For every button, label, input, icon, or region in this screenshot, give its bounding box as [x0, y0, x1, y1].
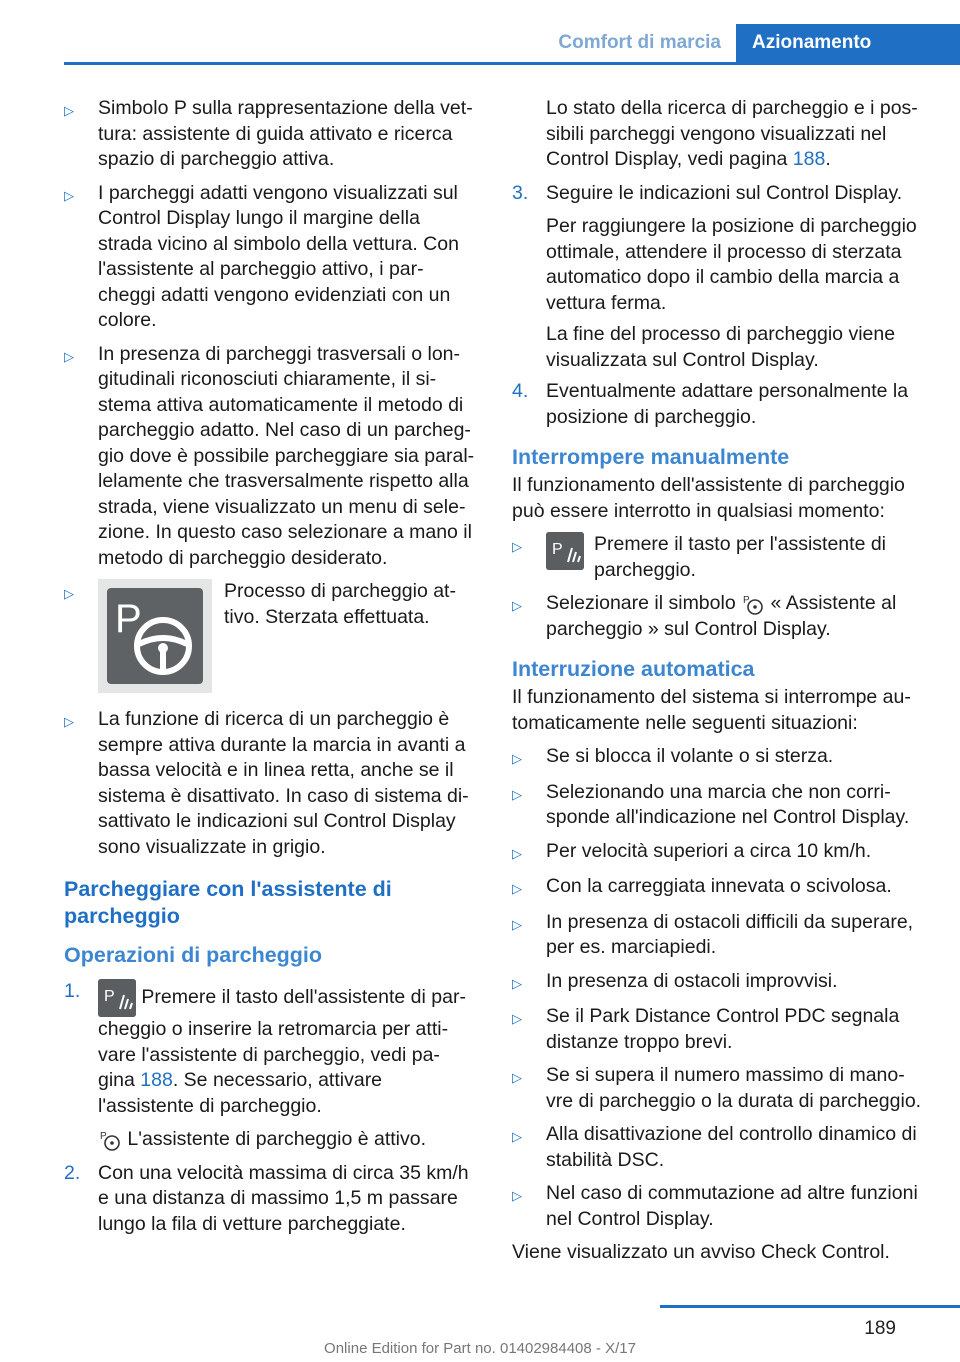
list-item — [512, 1181, 926, 1232]
header-section-label: Comfort di marcia — [558, 32, 721, 53]
step-note: L'assistente di parcheggio è attivo. — [127, 1128, 426, 1150]
svg-text:P: P — [552, 541, 563, 558]
bullet-text: Nel caso di commutazione ad altre funzioni nel Control Display. — [546, 1182, 918, 1230]
step-item — [64, 1161, 476, 1238]
step-text: Premere il tasto dell'assistente di par-cheggio o inserire la retromarcia per atti-vare l'assistente di parcheggio, vedi pa-gina — [98, 986, 466, 1091]
triangle-right-icon: ▷ — [512, 975, 522, 991]
list-item-with-image — [64, 579, 476, 693]
triangle-right-icon: ▷ — [512, 916, 522, 932]
subsection-heading: Interruzione automatica — [512, 657, 755, 681]
list-item — [64, 96, 476, 173]
triangle-right-icon: ▷ — [512, 598, 522, 613]
bullet-text: Se si supera il numero massimo di mano-vre di parcheggio o la durata di parcheggio. — [546, 1064, 922, 1112]
list-item — [512, 969, 926, 997]
list-item — [512, 839, 926, 867]
left-column — [64, 96, 476, 1245]
list-item — [64, 181, 476, 334]
continuation-tail: . — [825, 148, 831, 170]
step-item — [64, 979, 476, 1153]
step-number: 3. — [512, 181, 529, 204]
triangle-right-icon: ▷ — [512, 786, 522, 802]
bullet-text: I parcheggi adatti vengono visualizzati sul Control Display lungo il margine della strada vicino al simbolo della vettura. Con l'assistente al parcheggio attivo, i par-cheggi adatti vengono evidenziati con un colore. — [98, 181, 459, 331]
bullet-text: Per velocità superiori a circa 10 km/h. — [546, 839, 872, 862]
triangle-right-icon: ▷ — [512, 539, 522, 554]
paragraph: Il funzionamento dell'assistente di parcheggio può essere interrotto in qualsiasi momento: — [512, 474, 905, 522]
page-number: 189 — [864, 1318, 896, 1339]
svg-text:P: P — [100, 1130, 107, 1142]
right-column — [512, 96, 926, 1274]
step-number: 2. — [64, 1161, 81, 1184]
bullet-text: Se si blocca il volante o si sterza. — [546, 745, 834, 767]
step-item — [512, 379, 926, 430]
triangle-right-icon: ▷ — [512, 1011, 522, 1026]
list-item — [512, 744, 926, 772]
image-caption: Processo di parcheggio at-tivo. Sterzata effettuata. — [224, 580, 456, 628]
svg-text:P: P — [115, 597, 142, 641]
triangle-right-icon: ▷ — [64, 586, 74, 601]
header-chapter-tab — [736, 24, 960, 62]
footer-rule — [660, 1305, 960, 1308]
bullet-text: « Assistente al parcheggio » sul Control Display. — [546, 592, 897, 640]
list-item — [512, 1063, 926, 1114]
bullet-text: Con la carreggiata innevata o scivolosa. — [546, 875, 892, 897]
list-item — [512, 910, 926, 961]
bullet-text: Simbolo P sulla rappresentazione della vet-tura: assistente di guida attivato e ricerca spazio di parcheggio attiva. — [98, 97, 473, 170]
page-link[interactable]: 188 — [140, 1069, 173, 1091]
triangle-right-icon: ▷ — [64, 103, 74, 118]
closing-paragraph: Viene visualizzato un avviso Check Control. — [512, 1241, 890, 1263]
svg-text:P: P — [743, 594, 750, 606]
triangle-right-icon: ▷ — [512, 1188, 522, 1203]
svg-text:P: P — [104, 988, 115, 1005]
paragraph: Il funzionamento del sistema si interrompe au-tomaticamente nelle seguenti situazioni: — [512, 686, 911, 734]
triangle-right-icon: ▷ — [512, 845, 522, 861]
list-item — [512, 1004, 926, 1055]
step-text: Seguire le indicazioni sul Control Display. — [546, 181, 903, 204]
subsection-heading: Interrompere manualmente — [512, 445, 790, 469]
bullet-text: Se il Park Distance Control PDC segnala distanze troppo brevi. — [546, 1005, 900, 1053]
list-item — [512, 874, 926, 902]
bullet-text: Alla disattivazione del controllo dinamico di stabilità DSC. — [546, 1123, 917, 1171]
step-detail: La fine del processo di parcheggio viene visualizzata sul Control Display. — [546, 323, 896, 371]
subsection-heading: Operazioni di parcheggio — [64, 943, 323, 967]
park-assist-button-icon — [98, 979, 136, 1017]
step-number: 4. — [512, 380, 529, 402]
bullet-text: In presenza di ostacoli difficili da superare, per es. marciapiedi. — [546, 910, 914, 958]
step-detail: Per raggiungere la posizione di parcheggio ottimale, attendere il processo di sterzata automatico dopo il cambio della marcia a vettura ferma. — [546, 215, 917, 314]
page-link[interactable]: 188 — [792, 148, 826, 170]
triangle-right-icon: ▷ — [512, 751, 522, 766]
list-item — [512, 532, 926, 583]
header-chapter-label: Azionamento — [752, 32, 872, 53]
step-text: Eventualmente adattare personalmente la posizione di parcheggio. — [546, 380, 909, 428]
bullet-text: Premere il tasto per l'assistente di parcheggio. — [594, 533, 887, 581]
step-continuation — [546, 96, 926, 173]
bullet-text: La funzione di ricerca di un parcheggio è sempre attiva durante la marcia in avanti a bassa velocità e in linea retta, anche se il sistema è disattivato. In caso di sistema di-sattivato le indicazioni sul Control Display sono visualizzate in grigio. — [98, 708, 469, 858]
header-rule — [64, 62, 960, 65]
step-item — [512, 181, 926, 207]
park-steering-icon — [98, 579, 212, 693]
bullet-text: In presenza di ostacoli improvvisi. — [546, 969, 838, 992]
park-steering-graphic — [107, 588, 203, 684]
triangle-right-icon: ▷ — [512, 1129, 522, 1144]
list-item — [64, 707, 476, 860]
park-steering-icon — [741, 592, 765, 616]
list-item — [64, 342, 476, 572]
list-item — [512, 1122, 926, 1173]
edition-footer: Online Edition for Part no. 01402984408 - X/17 — [324, 1340, 636, 1357]
triangle-right-icon: ▷ — [64, 714, 74, 729]
triangle-right-icon: ▷ — [512, 1070, 522, 1085]
park-assist-button-icon — [546, 532, 584, 570]
park-steering-icon — [98, 1128, 122, 1152]
bullet-text: In presenza di parcheggi trasversali o lon-gitudinali riconosciuti chiaramente, il si-stema attiva automaticamente il metodo di parcheggio adatto. Nel caso di un parcheg-gio dove è possibile parcheggiare sia paral-lelamente che trasversalmente rispetto alla strada, viene visualizzato un menu di sele-zione. In questo caso selezionare a mano il metodo di parcheggio desiderato. — [98, 342, 475, 569]
step-text: Con una velocità massima di circa 35 km/h e una distanza di massimo 1,5 m passare lungo la fila di vetture parcheggiate. — [98, 1161, 469, 1235]
header-section-tab — [533, 24, 735, 62]
continuation-text: Lo stato della ricerca di parcheggio e i pos-sibili parcheggi vengono visualizzati nel Control Display, vedi pagina — [546, 97, 918, 170]
step-number: 1. — [64, 980, 81, 1002]
section-heading: Parcheggiare con l'assistente di parcheggio — [64, 877, 392, 928]
list-item — [512, 780, 926, 831]
bullet-text: Selezionare il simbolo — [546, 592, 736, 614]
list-item — [512, 591, 926, 642]
step-text-tail: . Se necessario, attivare l'assistente di parcheggio. — [98, 1069, 383, 1117]
triangle-right-icon: ▷ — [64, 348, 74, 364]
triangle-right-icon: ▷ — [64, 187, 74, 203]
triangle-right-icon: ▷ — [512, 881, 522, 896]
bullet-text: Selezionando una marcia che non corri-sponde all'indicazione nel Control Display. — [546, 780, 910, 828]
